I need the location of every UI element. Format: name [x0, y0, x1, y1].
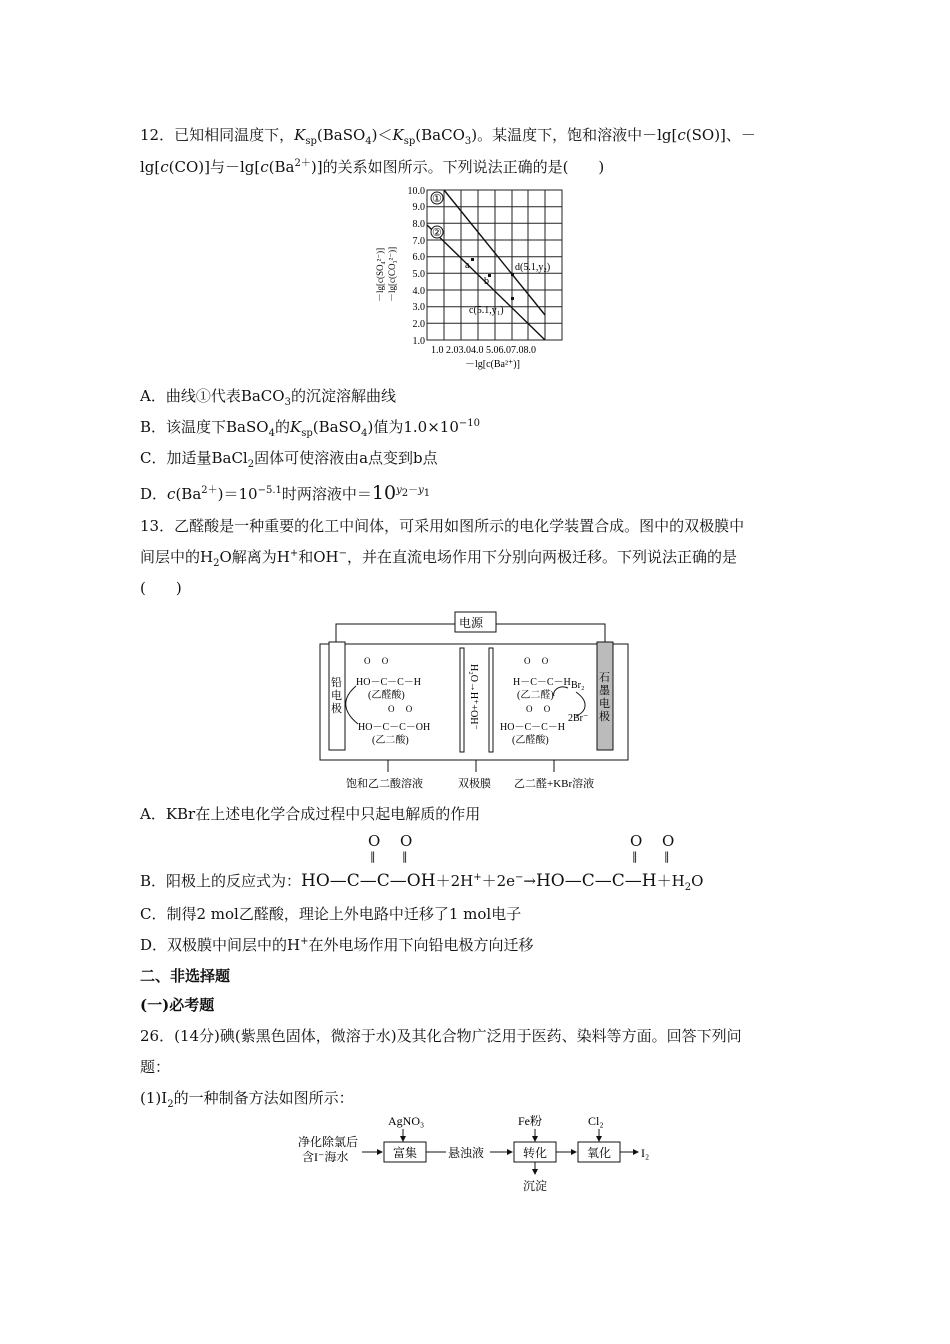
right-bottom-name: (乙醛酸) — [512, 735, 549, 746]
q12-option-c: C．加适量BaCl$_2$固体可使溶液由a点变到b点 — [140, 449, 438, 470]
q26-line1: 26．(14分)碘(紫黑色固体，微溶于水)及其化合物广泛用于医药、染料等方面。回答下列问 — [140, 1027, 742, 1045]
svg-text:6.0: 6.0 — [412, 252, 425, 263]
left-bottom-struct: HO－C－C－OH — [358, 722, 431, 733]
svg-text:O O: O O — [388, 704, 413, 714]
left-top-struct: HO－C－C－H — [356, 677, 422, 688]
svg-text:O O: O O — [524, 656, 549, 666]
q13-option-c: C．制得2 mol乙醛酸，理论上外电路中迁移了1 mol电子 — [140, 905, 522, 923]
membrane-reaction: H₂O→H⁺+OH⁻ — [468, 664, 479, 730]
q12-option-b: B．该温度下BaSO$_4$的$K_{sp}(BaSO_4)$值为$1.0\times 10^{-10}$ — [140, 418, 480, 439]
svg-text:3.0: 3.0 — [412, 302, 425, 313]
svg-text:8.0: 8.0 — [412, 219, 425, 230]
flow-start-line2: 含I⁻海水 — [302, 1150, 349, 1164]
curve2-label: ② — [432, 227, 442, 239]
step-enrich: 富集 — [393, 1146, 418, 1160]
reagent-agno3: AgNO₃ — [388, 1114, 425, 1128]
svg-text:1.0: 1.0 — [412, 336, 425, 347]
svg-text:4.0: 4.0 — [412, 286, 425, 297]
step-convert: 转化 — [523, 1146, 548, 1160]
q13-line2: 间层中的$H_2O$解离为H+和OH−，并在直流电场作用下分别向两极迁移。下列说法正确的是 — [140, 548, 738, 569]
y-axis-label-outer: －lg[c(SO₄²⁻)] — [375, 247, 385, 302]
step-oxidize: 氧化 — [587, 1146, 612, 1160]
svg-text:O O: O O — [364, 656, 389, 666]
graphite-electrode-label: 石墨电极 — [599, 672, 610, 723]
svg-text:10.0: 10.0 — [407, 186, 425, 197]
subsection-title: (一)必考题 — [140, 996, 215, 1014]
q12-line2: lg[c(CO)]与$-\lg[c(Ba^{2+})]$的关系如图所示。下列说法正确的是( ) — [140, 158, 605, 176]
svg-text:7.0: 7.0 — [412, 236, 425, 247]
reagent-cl2: Cl₂ — [588, 1114, 604, 1128]
product-i2: I₂ — [641, 1146, 650, 1160]
q26-line2: 题： — [140, 1058, 171, 1076]
svg-text:O O: O O — [526, 704, 551, 714]
left-bottom-name: (乙二酸) — [372, 735, 409, 746]
svg-text:5.0: 5.0 — [412, 269, 425, 280]
q12-option-d: D．$c(Ba^{2+})=10^{-5.1}$时两溶液中$=10^{y_2-y_1}$ — [140, 482, 431, 504]
y-axis-label-inner: －lg[c(CO₃²⁻)] — [387, 246, 397, 302]
membrane-label: 双极膜 — [458, 778, 491, 790]
right-solution-label: 乙二醛+KBr溶液 — [514, 778, 595, 790]
reagent-fe: Fe粉 — [518, 1114, 543, 1128]
point-b-label: b — [484, 276, 489, 287]
q26-line3: $(1)I_2$的一种制备方法如图所示： — [140, 1089, 354, 1110]
q12-option-a: A．曲线①代表BaCO$_3$的沉淀溶解曲线 — [140, 387, 396, 408]
q13-option-a: A．KBr在上述电化学合成过程中只起电解质的作用 — [140, 805, 481, 823]
svg-text:2.0: 2.0 — [412, 319, 425, 330]
right-top-struct: H－C－C－H — [513, 677, 571, 688]
br2-label: Br₂ — [571, 680, 585, 691]
flow-start-line1: 净化除氯后 — [298, 1135, 359, 1149]
lead-electrode-label: 铅电极 — [331, 677, 342, 715]
q13-line3: ( ) — [140, 579, 182, 597]
q12-line1: 12．已知相同温度下，$K_{sp}(BaSO_4)<K_{sp}(BaCO_3)$。某温度下，饱和溶液中－lg[c(SO)]、－ — [140, 126, 756, 147]
section-title: 二、非选择题 — [140, 967, 231, 985]
electrolysis-diagram — [318, 606, 630, 794]
precipitate-label: 沉淀 — [523, 1179, 548, 1193]
point-a-label: a — [465, 260, 470, 271]
x-axis-label: －lg[c(Ba²⁺)] — [465, 359, 520, 370]
point-c-label: c(5.1,y₁) — [469, 305, 504, 316]
curve1-label: ① — [432, 193, 442, 205]
right-bottom-struct: HO－C－C－H — [500, 722, 566, 733]
x-tick-labels: 1.0 2.03.04.0 5.06.07.08.0 — [431, 345, 536, 356]
left-top-name: (乙醛酸) — [368, 690, 405, 701]
br-minus-label: 2Br⁻ — [568, 713, 589, 724]
point-d-label: d(5.1,y₂) — [515, 262, 551, 273]
svg-text:9.0: 9.0 — [412, 202, 425, 213]
power-source-label: 电源 — [459, 616, 484, 630]
q13-line1: 13．乙醛酸是一种重要的化工中间体，可采用如图所示的电化学装置合成。图中的双极膜中 — [140, 517, 745, 535]
q13-option-d: D．双极膜中间层中的H+在外电场作用下向铅电极方向迁移 — [140, 936, 534, 954]
iodine-flowchart — [290, 1112, 670, 1196]
right-top-name: (乙二醛) — [517, 690, 554, 701]
left-solution-label: 饱和乙二酸溶液 — [346, 778, 423, 790]
suspension-label: 悬浊液 — [448, 1146, 485, 1160]
q13-option-b: B．阳极上的反应式为：$HO—C—C—OH+2H^++2e^-\to HO—C—C—H+H_2O$ — [140, 871, 704, 893]
solubility-chart — [365, 182, 585, 372]
